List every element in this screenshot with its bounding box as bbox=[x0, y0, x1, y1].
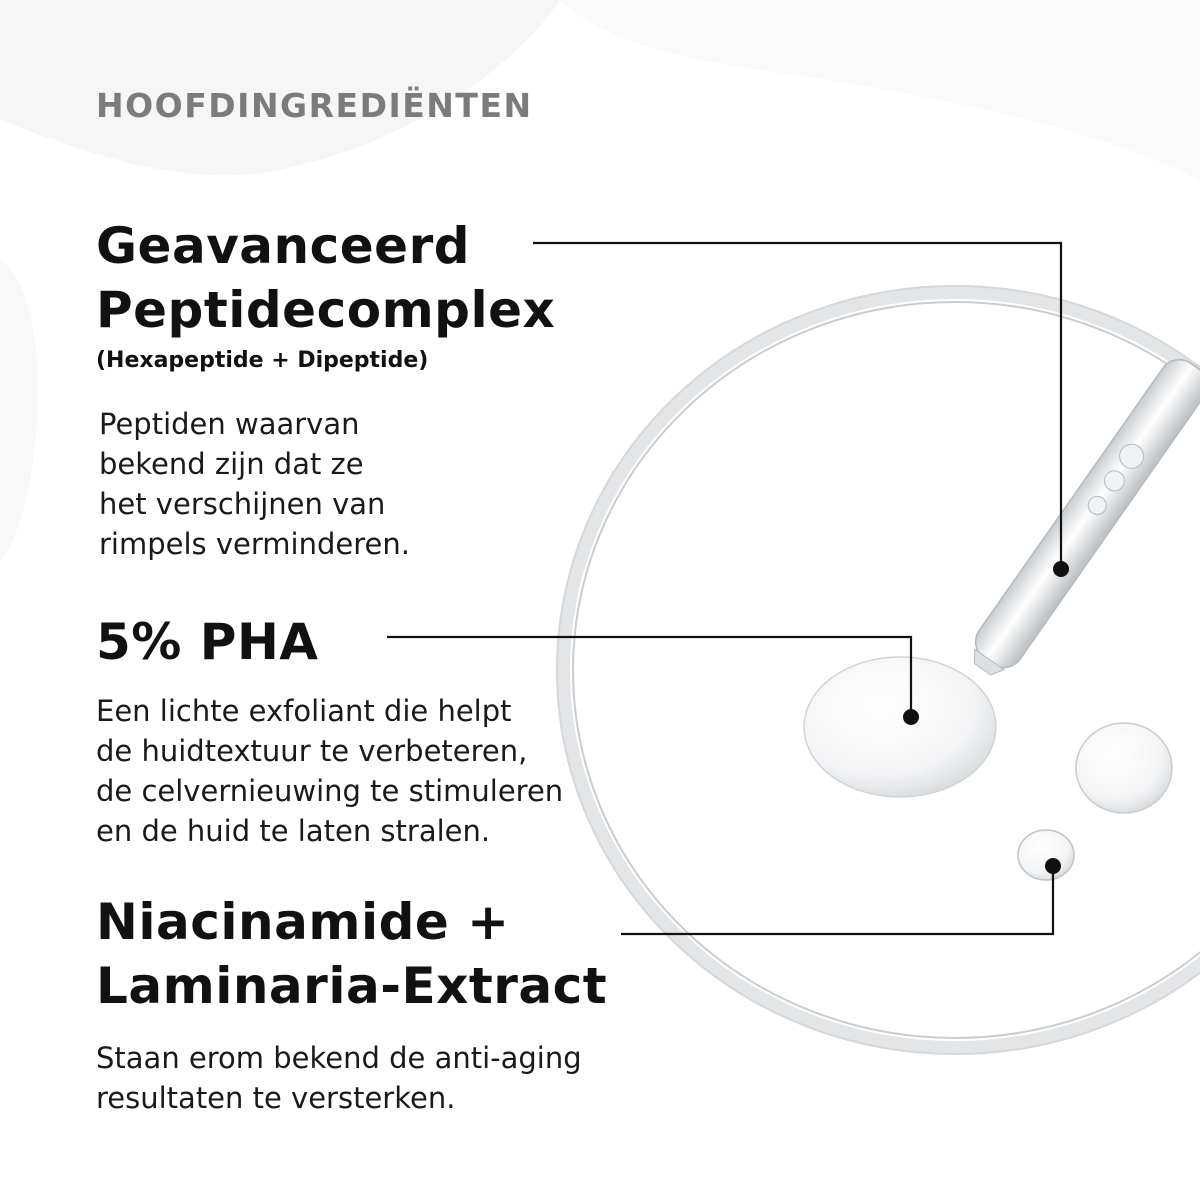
ingredient-subtitle-peptide: (Hexapeptide + Dipeptide) bbox=[96, 348, 429, 373]
description-line: resultaten te versterken. bbox=[96, 1081, 456, 1115]
title-line: Peptidecomplex bbox=[96, 281, 556, 339]
description-line: Staan erom bekend de anti-aging bbox=[96, 1041, 582, 1075]
title-line: Laminaria-Extract bbox=[96, 957, 608, 1015]
callout-line-peptide bbox=[533, 243, 1061, 569]
description-line: Peptiden waarvan bbox=[99, 407, 360, 441]
description-line: de huidtextuur te verbeteren, bbox=[96, 734, 528, 768]
title-line: 5% PHA bbox=[96, 613, 319, 671]
callout-dot-pha bbox=[903, 709, 919, 725]
ingredient-description-niacinamide bbox=[96, 1038, 582, 1118]
callout-dot-niacinamide bbox=[1045, 858, 1061, 874]
ingredient-title-peptide bbox=[96, 214, 555, 342]
section-eyebrow: HOOFDINGREDIËNTEN bbox=[96, 86, 533, 125]
description-line: Een lichte exfoliant die helpt bbox=[96, 694, 512, 728]
ingredient-title-niacinamide bbox=[96, 890, 607, 1018]
callout-dot-peptide bbox=[1053, 561, 1069, 577]
description-line: de celvernieuwing te stimuleren bbox=[96, 774, 564, 808]
description-line: en de huid te laten stralen. bbox=[96, 814, 491, 848]
callout-line-niacinamide bbox=[621, 866, 1053, 934]
description-line: het verschijnen van bbox=[99, 487, 386, 521]
title-line: Geavanceerd bbox=[96, 217, 471, 275]
title-line: Niacinamide + bbox=[96, 893, 510, 951]
description-line: rimpels verminderen. bbox=[99, 527, 410, 561]
ingredient-description-peptide bbox=[99, 404, 410, 564]
ingredient-title-pha bbox=[96, 610, 318, 674]
description-line: bekend zijn dat ze bbox=[99, 447, 364, 481]
ingredient-description-pha bbox=[96, 691, 563, 851]
